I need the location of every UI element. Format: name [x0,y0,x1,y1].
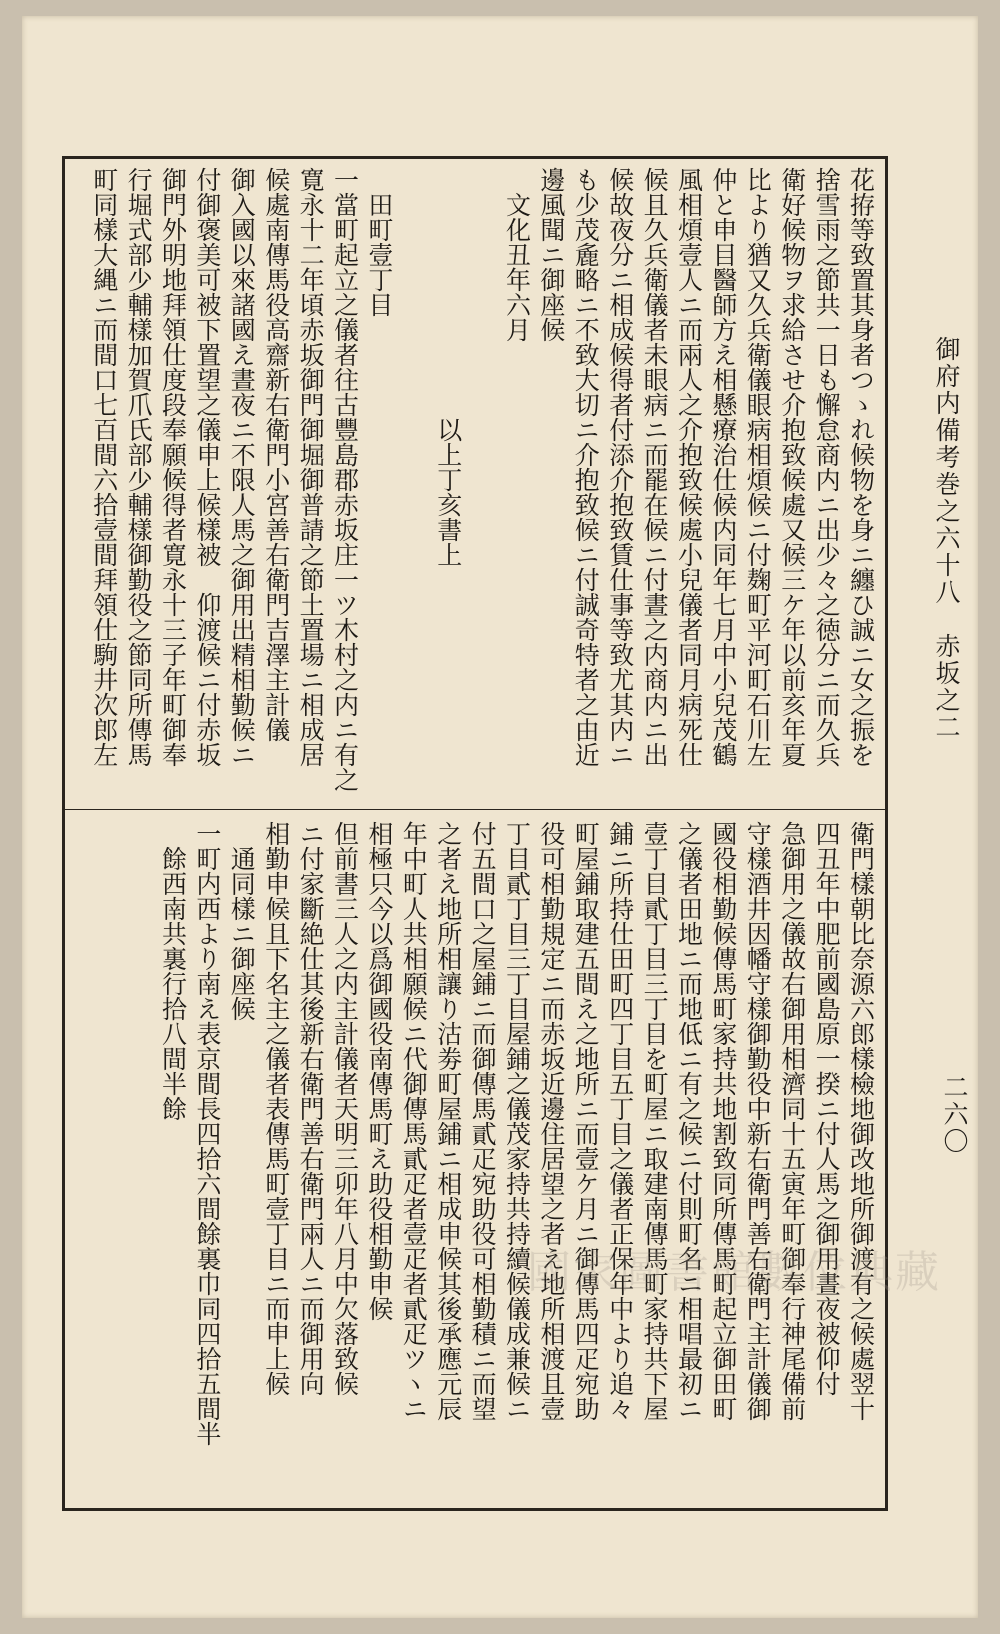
text-column: 付五間口之屋鋪ニ而御傳馬貳疋宛助役可相勤積ニ而望 [468,821,498,1421]
text-column: 四丑年中肥前國島原一揆ニ付人馬之御用晝夜被仰付 [812,821,842,1396]
text-column: 鋪ニ所持仕田町四丁目五丁目之儀者正保年中より追々 [605,821,635,1421]
text-column: 但前書三人之内主計儀者天明三卯年八月中欠落致候 [330,821,360,1396]
text-frame [62,156,888,1511]
text-column: も少茂麁略ニ不致大切ニ介抱致候ニ付誠奇特者之由近 [571,167,601,767]
text-column: 邊風聞ニ御座候 [536,167,566,342]
text-column: 候故夜分ニ相成候得者付添介抱致賃仕事等致尤其内ニ [605,167,635,767]
text-column: 捨雪雨之節共一日も懈怠商内ニ出少々之徳分ニ而久兵 [812,167,842,767]
text-column: 町屋鋪取建五間え之地所ニ而壹ケ月ニ御傳馬四疋宛助 [571,821,601,1421]
text-column: 仲と申目醫師方え相懸療治仕候内同年七月中小兒茂鶴 [708,167,738,767]
text-column: 候處南傳馬役高齋新右衛門小宮善右衛門吉澤主計儀 [261,167,291,742]
text-column: 餘西南共裏行拾八間半餘 [158,821,188,1121]
text-column: 寛永十二年頃赤坂御門御堀御普請之節土置場ニ相成居 [296,167,326,767]
text-column: 風相煩壹人ニ而兩人之介抱致候處小兒儀者同月病死仕 [674,167,704,767]
text-column: 年中町人共相願候ニ代御傳馬貳疋者壹疋者貳疋ツヽニ [399,821,429,1421]
text-column: 之者え地所相讓り沽劵町屋鋪ニ相成申候其後承應元辰 [433,821,463,1421]
page-number: 二六〇 [940,1074,969,1155]
text-column: 丁目貳丁目三丁目屋鋪之儀茂家持共持續候儀成兼候ニ [502,821,532,1421]
running-header: 御府内備考巻之六十八 赤坂之二 [932,336,961,741]
document-page [22,16,978,1618]
text-column: 之儀者田地ニ而地低ニ有之候ニ付則町名ニ相唱最初ニ [674,821,704,1421]
text-column: 急御用之儀故右御用相濟同十五寅年町御奉行神尾備前 [777,821,807,1421]
text-column: 相極只今以爲御國役南傳馬町え助役相勤申候 [364,821,394,1321]
text-column: 町同樣大縄ニ而間口七百間六拾壹間拜領仕駒井次郎左 [89,167,119,767]
text-column: 壹丁目貳丁目三丁目を町屋ニ取建南傳馬町家持共下屋 [640,821,670,1421]
library-watermark: 國家圖書館數位典藏 [527,1247,941,1298]
text-column: 國役相勤候傳馬町家持共地割致同所傳馬町起立御田町 [708,821,738,1421]
text-column: 比より猶又久兵衛儀眼病相煩候ニ付麹町平河町石川左 [743,167,773,767]
text-column: 御入國以來諸國え晝夜ニ不限人馬之御用出精相勤候ニ [227,167,257,767]
text-column: 相勤申候且下名主之儀者表傳馬町壹丁目ニ而申上候 [261,821,291,1396]
text-column: 行堀式部少輔樣加賀爪氏部少輔樣御勤役之節同所傳馬 [124,167,154,767]
upper-text-block [65,159,891,809]
text-column: 田町壹丁目 [364,167,394,317]
lower-text-block [65,815,891,1505]
text-column: 付御褒美可被下置望之儀申上候樣被 仰渡候ニ付赤坂 [192,167,222,767]
text-column: ニ付家斷絶仕其後新右衛門善右衛門兩人ニ而御用向 [296,821,326,1396]
text-column: 守樣酒井因幡守樣御勤役中新右衛門善右衛門主計儀御 [743,821,773,1421]
text-column: 候且久兵衛儀者未眼病ニ而罷在候ニ付晝之内商内ニ出 [640,167,670,767]
text-column: 衛好候物ヲ求給させ介抱致候處又候三ケ年以前亥年夏 [777,167,807,767]
text-column: 一當町起立之儀者往古豐島郡赤坂庄一ツ木村之内ニ有之 [330,167,360,792]
text-column: 衛門樣朝比奈源六郎樣檢地御改地所御渡有之候處翌十 [846,821,876,1421]
text-column: 御門外明地拜領仕度段奉願候得者寛永十三子年町御奉 [158,167,188,767]
text-column: 役可相勤規定ニ而赤坂近邊住居望之者え地所相渡且壹 [536,821,566,1421]
text-column: 以上丁亥書上 [433,167,463,567]
text-column: 通同樣ニ御座候 [227,821,257,1021]
text-column: 文化丑年六月 [502,167,532,342]
text-column: 花拵等致置其身者つゝれ候物を身ニ纏ひ誠ニ女之振を [846,167,876,767]
text-column: 一町内西より南え表京間長四拾六間餘裏巾同四拾五間半 [192,821,222,1446]
